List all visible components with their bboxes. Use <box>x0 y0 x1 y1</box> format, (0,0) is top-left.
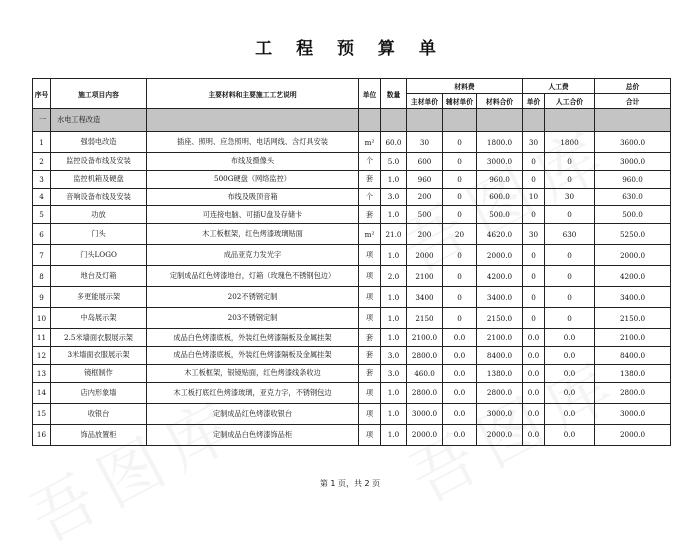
table-row <box>33 170 671 188</box>
row-main-price: 2000.0 <box>407 424 443 445</box>
row-total: 3000.0 <box>595 153 671 171</box>
row-labor-price: 0.0 <box>523 364 545 382</box>
col-group-total: 总价 <box>595 79 671 94</box>
row-qty: 1.0 <box>381 308 407 329</box>
row-no: 11 <box>33 329 51 347</box>
row-material-total: 2100.0 <box>477 329 523 347</box>
col-main-price: 主材单价 <box>407 94 443 109</box>
row-aux-price: 20 <box>443 224 477 245</box>
row-qty: 21.0 <box>381 224 407 245</box>
row-labor-total: 0 <box>545 287 595 308</box>
col-labor-price: 单价 <box>523 94 545 109</box>
row-labor-price: 30 <box>523 132 545 153</box>
row-main-price: 200 <box>407 224 443 245</box>
row-aux-price: 0.0 <box>443 424 477 445</box>
row-main-price: 2150 <box>407 308 443 329</box>
row-total: 2000.0 <box>595 424 671 445</box>
section-row <box>33 109 671 132</box>
col-seq: 序号 <box>33 79 51 109</box>
budget-table <box>32 78 671 446</box>
row-labor-price: 0 <box>523 153 545 171</box>
row-unit: 套 <box>359 346 381 364</box>
row-material-total: 4200.0 <box>477 266 523 287</box>
row-name: 镜框制作 <box>51 364 147 382</box>
row-unit: 项 <box>359 245 381 266</box>
row-main-price: 2000 <box>407 245 443 266</box>
col-aux-price: 辅材单价 <box>443 94 477 109</box>
row-no: 1 <box>33 132 51 153</box>
row-aux-price: 0.0 <box>443 382 477 403</box>
row-material-total: 2000.0 <box>477 245 523 266</box>
row-qty: 2.0 <box>381 266 407 287</box>
row-name: 强弱电改造 <box>51 132 147 153</box>
row-desc: 布线及吸顶音箱 <box>147 188 359 206</box>
row-aux-price: 0 <box>443 132 477 153</box>
row-aux-price: 0 <box>443 188 477 206</box>
row-labor-total: 0.0 <box>545 346 595 364</box>
row-total: 2150.0 <box>595 308 671 329</box>
row-main-price: 30 <box>407 132 443 153</box>
row-desc: 成品白色烤漆底板，外装红色烤漆隔板及金属挂架 <box>147 346 359 364</box>
col-labor-total: 人工合价 <box>545 94 595 109</box>
row-unit: 套 <box>359 329 381 347</box>
row-total: 8400.0 <box>595 346 671 364</box>
row-total: 3400.0 <box>595 287 671 308</box>
row-main-price: 2100 <box>407 266 443 287</box>
row-labor-price: 0 <box>523 170 545 188</box>
row-name: 监控设备布线及安装 <box>51 153 147 171</box>
row-qty: 5.0 <box>381 153 407 171</box>
row-total: 630.0 <box>595 188 671 206</box>
row-name: 中岛展示架 <box>51 308 147 329</box>
row-desc: 木工板框架，红色烤漆玻璃贴面 <box>147 224 359 245</box>
row-labor-total: 0 <box>545 266 595 287</box>
row-desc: 布线及摄像头 <box>147 153 359 171</box>
row-name: 门头 <box>51 224 147 245</box>
row-desc: 203不锈钢定制 <box>147 308 359 329</box>
row-material-total: 2800.0 <box>477 382 523 403</box>
col-material-total: 材料合价 <box>477 94 523 109</box>
table-row <box>33 346 671 364</box>
row-material-total: 3400.0 <box>477 287 523 308</box>
row-main-price: 460.0 <box>407 364 443 382</box>
row-aux-price: 0.0 <box>443 329 477 347</box>
header-row-group <box>33 79 671 94</box>
row-no: 8 <box>33 266 51 287</box>
table-row <box>33 287 671 308</box>
row-qty: 60.0 <box>381 132 407 153</box>
row-unit: 项 <box>359 266 381 287</box>
row-main-price: 2800.0 <box>407 382 443 403</box>
row-no: 10 <box>33 308 51 329</box>
row-unit: 项 <box>359 287 381 308</box>
row-main-price: 2100.0 <box>407 329 443 347</box>
row-material-total: 2150.0 <box>477 308 523 329</box>
table-row <box>33 403 671 424</box>
row-labor-total: 0 <box>545 153 595 171</box>
row-main-price: 2800.0 <box>407 346 443 364</box>
row-desc: 木工板打底红色烤漆玻璃，亚克力字，不锈钢包边 <box>147 382 359 403</box>
row-desc: 可连接电脑、可插U盘及存储卡 <box>147 206 359 224</box>
row-material-total: 1380.0 <box>477 364 523 382</box>
row-qty: 1.0 <box>381 382 407 403</box>
row-qty: 1.0 <box>381 170 407 188</box>
row-total: 3600.0 <box>595 132 671 153</box>
row-unit: m² <box>359 224 381 245</box>
row-name: 地台及灯箱 <box>51 266 147 287</box>
col-qty: 数量 <box>381 79 407 109</box>
row-name: 2.5米墙面衣服展示架 <box>51 329 147 347</box>
row-total: 5250.0 <box>595 224 671 245</box>
row-desc: 202不锈钢定制 <box>147 287 359 308</box>
row-labor-total: 30 <box>545 188 595 206</box>
row-name: 门头LOGO <box>51 245 147 266</box>
row-no: 4 <box>33 188 51 206</box>
row-name: 店内形象墙 <box>51 382 147 403</box>
row-no: 6 <box>33 224 51 245</box>
row-name: 监控机箱及硬盘 <box>51 170 147 188</box>
row-unit: 套 <box>359 170 381 188</box>
col-desc: 主要材料和主要施工工艺说明 <box>147 79 359 109</box>
row-labor-total: 0 <box>545 170 595 188</box>
row-material-total: 600.0 <box>477 188 523 206</box>
page-footer: 第 1 页，共 2 页 <box>319 479 381 488</box>
col-group-labor: 人工费 <box>523 79 595 94</box>
row-labor-price: 0.0 <box>523 382 545 403</box>
row-aux-price: 0 <box>443 153 477 171</box>
row-unit: 项 <box>359 403 381 424</box>
row-no: 13 <box>33 364 51 382</box>
table-row <box>33 153 671 171</box>
row-labor-total: 1800 <box>545 132 595 153</box>
table-row <box>33 245 671 266</box>
row-labor-price: 30 <box>523 224 545 245</box>
col-unit: 单位 <box>359 79 381 109</box>
row-desc: 定制成品红色烤漆地台，灯箱（玫瑰色不锈钢包边） <box>147 266 359 287</box>
row-qty: 1.0 <box>381 329 407 347</box>
row-desc: 定制成品红色烤漆收银台 <box>147 403 359 424</box>
row-aux-price: 0.0 <box>443 403 477 424</box>
table-row <box>33 132 671 153</box>
row-aux-price: 0 <box>443 266 477 287</box>
row-labor-price: 0 <box>523 206 545 224</box>
row-aux-price: 0 <box>443 245 477 266</box>
row-main-price: 200 <box>407 188 443 206</box>
col-group-material: 材料费 <box>407 79 523 94</box>
row-labor-total: 0.0 <box>545 403 595 424</box>
row-name: 音响设备布线及安装 <box>51 188 147 206</box>
section-name: 水电工程改造 <box>51 109 147 132</box>
col-item: 施工项目内容 <box>51 79 147 109</box>
row-labor-total: 0 <box>545 206 595 224</box>
row-labor-total: 0.0 <box>545 382 595 403</box>
row-no: 15 <box>33 403 51 424</box>
row-material-total: 2000.0 <box>477 424 523 445</box>
table-row <box>33 308 671 329</box>
row-total: 960.0 <box>595 170 671 188</box>
row-qty: 3.0 <box>381 364 407 382</box>
row-no: 2 <box>33 153 51 171</box>
row-name: 收银台 <box>51 403 147 424</box>
row-no: 12 <box>33 346 51 364</box>
row-unit: m² <box>359 132 381 153</box>
row-name: 饰品放置柜 <box>51 424 147 445</box>
row-total: 2800.0 <box>595 382 671 403</box>
row-qty: 1.0 <box>381 287 407 308</box>
table-row <box>33 364 671 382</box>
row-material-total: 3000.0 <box>477 403 523 424</box>
row-material-total: 4620.0 <box>477 224 523 245</box>
row-labor-total: 0.0 <box>545 424 595 445</box>
row-total: 500.0 <box>595 206 671 224</box>
table-row <box>33 224 671 245</box>
row-aux-price: 0 <box>443 206 477 224</box>
row-qty: 3.0 <box>381 346 407 364</box>
row-unit: 项 <box>359 382 381 403</box>
row-name: 功放 <box>51 206 147 224</box>
row-desc: 木工板框架，银镜贴面，红色烤漆线条收边 <box>147 364 359 382</box>
row-qty: 1.0 <box>381 403 407 424</box>
row-material-total: 1800.0 <box>477 132 523 153</box>
row-qty: 1.0 <box>381 206 407 224</box>
page-title: 工 程 预 算 单 <box>255 39 445 59</box>
table-row <box>33 266 671 287</box>
row-material-total: 8400.0 <box>477 346 523 364</box>
row-material-total: 960.0 <box>477 170 523 188</box>
table-row <box>33 382 671 403</box>
row-desc: 插座、照明、应急照明、电话网线、含灯具安装 <box>147 132 359 153</box>
row-aux-price: 0 <box>443 170 477 188</box>
row-material-total: 3000.0 <box>477 153 523 171</box>
row-name: 多更能展示架 <box>51 287 147 308</box>
row-aux-price: 0 <box>443 308 477 329</box>
row-labor-price: 10 <box>523 188 545 206</box>
row-main-price: 3400 <box>407 287 443 308</box>
row-total: 3000.0 <box>595 403 671 424</box>
row-main-price: 3000.0 <box>407 403 443 424</box>
row-labor-total: 630 <box>545 224 595 245</box>
row-total: 2000.0 <box>595 245 671 266</box>
row-aux-price: 0 <box>443 287 477 308</box>
row-total: 2100.0 <box>595 329 671 347</box>
row-qty: 3.0 <box>381 188 407 206</box>
row-labor-price: 0.0 <box>523 346 545 364</box>
row-qty: 1.0 <box>381 424 407 445</box>
table-row <box>33 206 671 224</box>
section-index: 一 <box>33 109 51 132</box>
row-labor-price: 0 <box>523 287 545 308</box>
row-desc: 成品白色烤漆底板，外装红色烤漆隔板及金属挂架 <box>147 329 359 347</box>
row-desc: 定制成品白色烤漆饰品柜 <box>147 424 359 445</box>
row-no: 3 <box>33 170 51 188</box>
row-total: 4200.0 <box>595 266 671 287</box>
row-unit: 套 <box>359 206 381 224</box>
row-name: 3米墙面衣服展示架 <box>51 346 147 364</box>
row-desc: 成品亚克力发光字 <box>147 245 359 266</box>
row-no: 7 <box>33 245 51 266</box>
col-total: 合计 <box>595 94 671 109</box>
row-no: 14 <box>33 382 51 403</box>
row-unit: 套 <box>359 364 381 382</box>
row-main-price: 500 <box>407 206 443 224</box>
row-desc: 500G硬盘（网络监控） <box>147 170 359 188</box>
row-labor-total: 0.0 <box>545 329 595 347</box>
table-row <box>33 329 671 347</box>
row-unit: 项 <box>359 424 381 445</box>
row-unit: 项 <box>359 308 381 329</box>
row-aux-price: 0.0 <box>443 346 477 364</box>
row-labor-price: 0.0 <box>523 329 545 347</box>
row-unit: 个 <box>359 153 381 171</box>
row-labor-price: 0 <box>523 266 545 287</box>
row-labor-price: 0.0 <box>523 403 545 424</box>
row-material-total: 500.0 <box>477 206 523 224</box>
row-labor-total: 0 <box>545 308 595 329</box>
row-no: 16 <box>33 424 51 445</box>
row-no: 9 <box>33 287 51 308</box>
row-labor-total: 0.0 <box>545 364 595 382</box>
row-labor-price: 0.0 <box>523 424 545 445</box>
row-labor-price: 0 <box>523 308 545 329</box>
row-qty: 1.0 <box>381 245 407 266</box>
table-row <box>33 188 671 206</box>
row-aux-price: 0.0 <box>443 364 477 382</box>
row-unit: 个 <box>359 188 381 206</box>
row-total: 1380.0 <box>595 364 671 382</box>
row-main-price: 960 <box>407 170 443 188</box>
row-labor-total: 0 <box>545 245 595 266</box>
row-labor-price: 0 <box>523 245 545 266</box>
row-main-price: 600 <box>407 153 443 171</box>
row-no: 5 <box>33 206 51 224</box>
table-row <box>33 424 671 445</box>
